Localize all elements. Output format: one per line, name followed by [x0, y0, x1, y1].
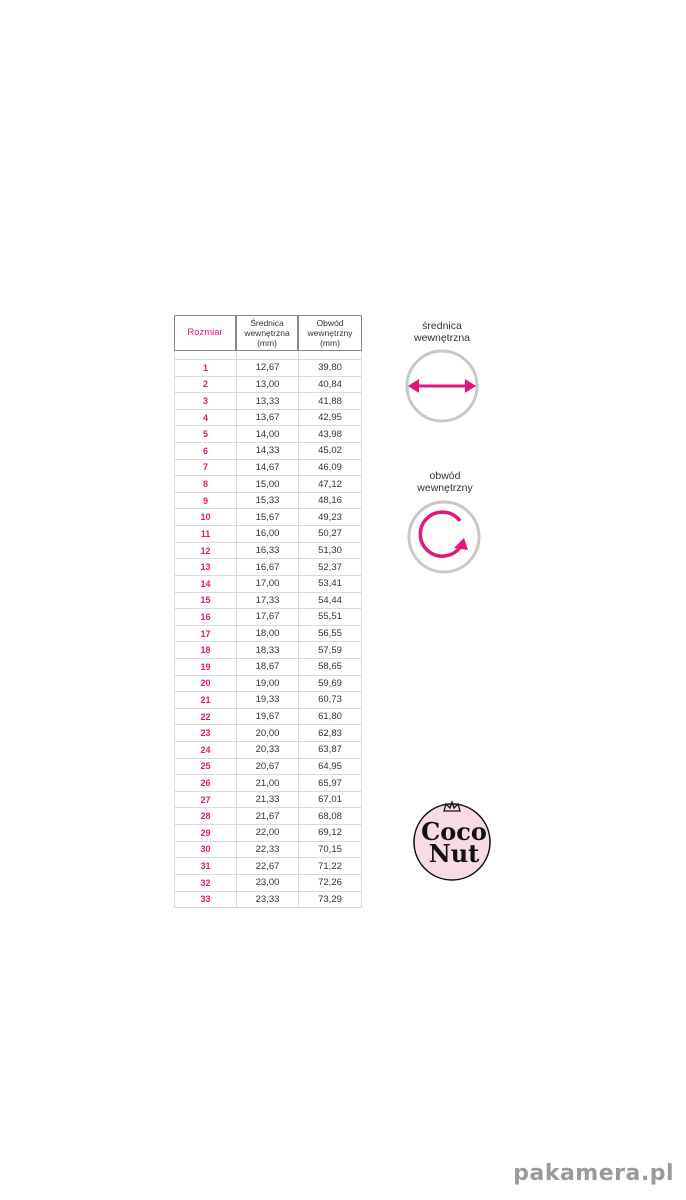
table-row: [174, 377, 362, 394]
diameter-ring-icon: [402, 348, 482, 428]
table-row: [174, 808, 362, 825]
cell-size: 21: [174, 692, 236, 709]
cell-diameter: 12,67: [236, 360, 298, 377]
watermark: pakamera.pl: [513, 1161, 674, 1186]
cell-size: 17: [174, 626, 236, 643]
cell-size: 7: [174, 460, 236, 477]
cell-diameter: 13,67: [236, 410, 298, 427]
header-diameter-line3: (mm): [257, 338, 277, 348]
cell-size: 1: [174, 360, 236, 377]
header-circumference-line3: (mm): [320, 338, 340, 348]
cell-circumference: 51,30: [298, 543, 362, 560]
cell-size: 12: [174, 543, 236, 560]
size-table: [174, 315, 362, 908]
table-row: [174, 875, 362, 892]
table-row: [174, 609, 362, 626]
cell-diameter: 19,00: [236, 676, 298, 693]
cell-diameter: 18,67: [236, 659, 298, 676]
table-row: [174, 725, 362, 742]
cell-diameter: 21,33: [236, 792, 298, 809]
table-row: [174, 559, 362, 576]
cell-diameter: 15,00: [236, 476, 298, 493]
logo-text-line2: Nut: [428, 839, 480, 868]
cell-diameter: 20,67: [236, 759, 298, 776]
table-row: [174, 775, 362, 792]
cell-circumference: 62,83: [298, 725, 362, 742]
table-row: [174, 858, 362, 875]
table-row: [174, 892, 362, 909]
cell-diameter: 22,33: [236, 842, 298, 859]
circumference-label: [385, 470, 505, 494]
table-row: [174, 676, 362, 693]
cell-diameter: 14,00: [236, 426, 298, 443]
cell-diameter: 19,33: [236, 692, 298, 709]
table-row: [174, 543, 362, 560]
cell-diameter: 21,67: [236, 808, 298, 825]
cell-size: 24: [174, 742, 236, 759]
diameter-label-line2: wewnętrzna: [413, 332, 471, 344]
cell-circumference: 72,26: [298, 875, 362, 892]
cell-size: 14: [174, 576, 236, 593]
logo-text-line1: Coco: [421, 817, 487, 846]
cell-circumference: 68,08: [298, 808, 362, 825]
header-size: Rozmiar: [174, 315, 236, 351]
cell-size: 3: [174, 393, 236, 410]
cell-circumference: 49,23: [298, 509, 362, 526]
cell-circumference: 64,95: [298, 759, 362, 776]
cell-size: 20: [174, 676, 236, 693]
table-row: [174, 825, 362, 842]
cell-circumference: 39,80: [298, 360, 362, 377]
cell-diameter: 16,00: [236, 526, 298, 543]
header-diameter-line2: wewnętrzna: [244, 328, 290, 338]
cell-diameter: 18,33: [236, 642, 298, 659]
cell-diameter: 16,67: [236, 559, 298, 576]
cell-size: 26: [174, 775, 236, 792]
circumference-arrow-icon: [420, 512, 468, 556]
cell-circumference: 52,37: [298, 559, 362, 576]
cell-circumference: 42,95: [298, 410, 362, 427]
table-row: [174, 742, 362, 759]
cell-size: 18: [174, 642, 236, 659]
cell-size: 23: [174, 725, 236, 742]
header-circumference-line1: Obwód: [316, 318, 344, 328]
cell-circumference: 46,09: [298, 460, 362, 477]
cell-circumference: 56,55: [298, 626, 362, 643]
cell-diameter: 23,33: [236, 892, 298, 909]
cell-diameter: 13,33: [236, 393, 298, 410]
coconut-logo: [404, 795, 504, 885]
table-row: [174, 642, 362, 659]
circumference-label-line2: wewnętrzny: [417, 482, 473, 494]
cell-size: 31: [174, 858, 236, 875]
cell-size: 2: [174, 377, 236, 394]
cell-size: 27: [174, 792, 236, 809]
diameter-label-line1: średnica: [422, 320, 462, 332]
cell-size: 33: [174, 892, 236, 909]
header-diameter-line1: Średnica: [250, 318, 284, 328]
table-row: [174, 759, 362, 776]
table-row: [174, 626, 362, 643]
cell-size: 13: [174, 559, 236, 576]
table-row: [174, 526, 362, 543]
cell-circumference: 40,84: [298, 377, 362, 394]
cell-circumference: 48,16: [298, 493, 362, 510]
cell-size: 25: [174, 759, 236, 776]
table-row: [174, 576, 362, 593]
cell-circumference: 47,12: [298, 476, 362, 493]
table-row: [174, 476, 362, 493]
cell-diameter: 21,00: [236, 775, 298, 792]
cell-diameter: 22,00: [236, 825, 298, 842]
header-circumference-line2: wewnętrzny: [307, 328, 353, 338]
table-row: [174, 426, 362, 443]
cell-size: 28: [174, 808, 236, 825]
cell-circumference: 41,88: [298, 393, 362, 410]
cell-diameter: 14,67: [236, 460, 298, 477]
cell-circumference: 71,22: [298, 858, 362, 875]
cell-diameter: 13,00: [236, 377, 298, 394]
cell-diameter: 20,00: [236, 725, 298, 742]
cell-circumference: 53,41: [298, 576, 362, 593]
table-row: [174, 493, 362, 510]
cell-diameter: 15,67: [236, 509, 298, 526]
cell-circumference: 43,98: [298, 426, 362, 443]
cell-circumference: 45,02: [298, 443, 362, 460]
cell-circumference: 67,01: [298, 792, 362, 809]
table-row: [174, 692, 362, 709]
cell-circumference: 73,29: [298, 892, 362, 909]
cell-diameter: 17,00: [236, 576, 298, 593]
cell-circumference: 55,51: [298, 609, 362, 626]
table-row: [174, 509, 362, 526]
cell-circumference: 58,65: [298, 659, 362, 676]
cell-diameter: 17,67: [236, 609, 298, 626]
table-row: [174, 659, 362, 676]
cell-diameter: 23,00: [236, 875, 298, 892]
table-row: [174, 460, 362, 477]
cell-diameter: 18,00: [236, 626, 298, 643]
cell-size: 11: [174, 526, 236, 543]
cell-diameter: 22,67: [236, 858, 298, 875]
cell-size: 29: [174, 825, 236, 842]
diameter-arrow-icon: [408, 379, 476, 393]
table-body: [174, 351, 362, 908]
cell-circumference: 63,87: [298, 742, 362, 759]
size-table-container: [174, 315, 362, 908]
table-spacer-row: [174, 351, 362, 360]
cell-circumference: 60,73: [298, 692, 362, 709]
cell-diameter: 14,33: [236, 443, 298, 460]
circumference-label-line1: obwód: [429, 470, 461, 482]
cell-diameter: 16,33: [236, 543, 298, 560]
table-header-row: [174, 315, 362, 351]
cell-diameter: 19,67: [236, 709, 298, 726]
table-row: [174, 360, 362, 377]
cell-diameter: 17,33: [236, 593, 298, 610]
header-diameter: [236, 315, 298, 351]
cell-circumference: 61,80: [298, 709, 362, 726]
cell-circumference: 54,44: [298, 593, 362, 610]
cell-size: 6: [174, 443, 236, 460]
table-row: [174, 443, 362, 460]
header-circumference: [298, 315, 362, 351]
table-row: [174, 410, 362, 427]
cell-size: 15: [174, 593, 236, 610]
cell-circumference: 69,12: [298, 825, 362, 842]
cell-size: 30: [174, 842, 236, 859]
table-row: [174, 593, 362, 610]
cell-circumference: 70,15: [298, 842, 362, 859]
cell-size: 8: [174, 476, 236, 493]
cell-size: 32: [174, 875, 236, 892]
diameter-label: [382, 320, 502, 344]
cell-size: 5: [174, 426, 236, 443]
circumference-ring-icon: [404, 498, 484, 578]
table-row: [174, 792, 362, 809]
cell-size: 9: [174, 493, 236, 510]
cell-size: 10: [174, 509, 236, 526]
cell-size: 19: [174, 659, 236, 676]
cell-circumference: 59,69: [298, 676, 362, 693]
cell-diameter: 15,33: [236, 493, 298, 510]
cell-diameter: 20,33: [236, 742, 298, 759]
cell-size: 16: [174, 609, 236, 626]
cell-circumference: 65,97: [298, 775, 362, 792]
cell-circumference: 50,27: [298, 526, 362, 543]
cell-circumference: 57,59: [298, 642, 362, 659]
table-row: [174, 842, 362, 859]
cell-size: 22: [174, 709, 236, 726]
table-row: [174, 393, 362, 410]
cell-size: 4: [174, 410, 236, 427]
table-row: [174, 709, 362, 726]
